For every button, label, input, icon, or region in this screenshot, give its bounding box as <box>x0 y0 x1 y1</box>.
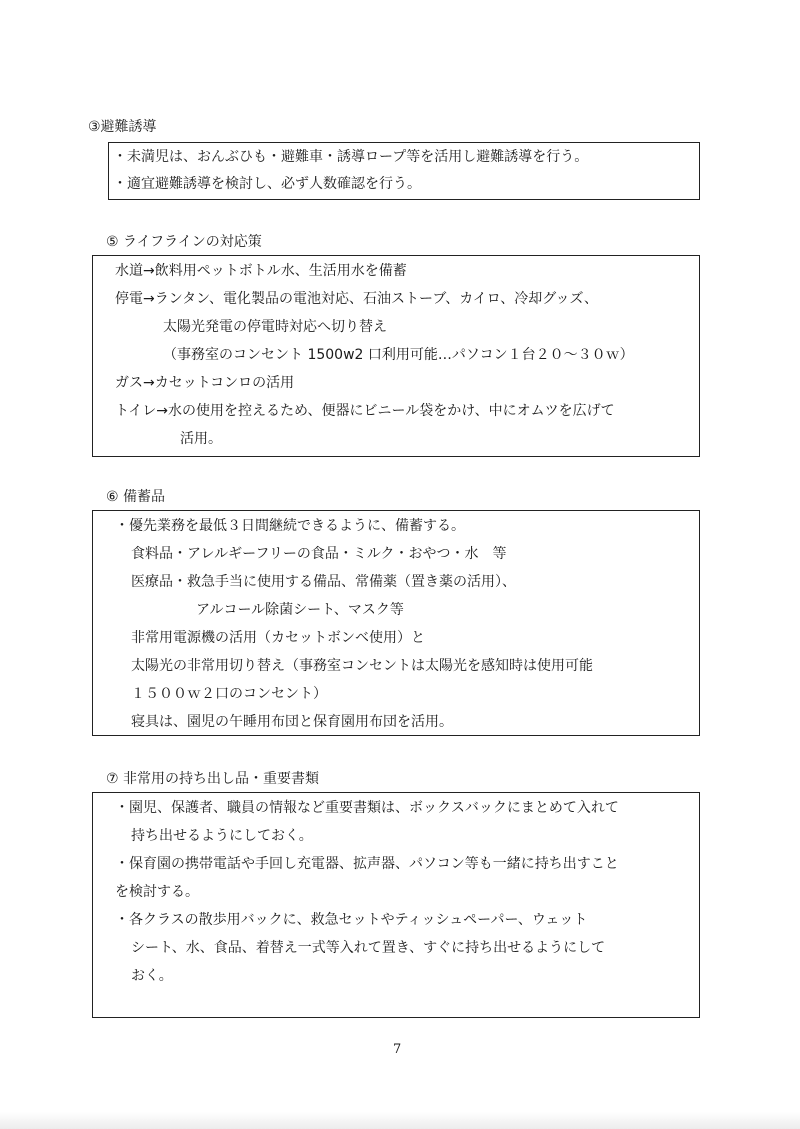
box-line: 寝具は、園児の午睡用布団と保育園用布団を活用。 <box>131 714 453 730</box>
box-line: 太陽光の非常用切り替え（事務室コンセントは太陽光を感知時は使用可能 <box>131 658 593 674</box>
section-heading-lifeline: ⑤ ライフラインの対応策 <box>106 234 262 250</box>
page-number: 7 <box>393 1042 402 1057</box>
box-line: 活用。 <box>180 431 222 447</box>
box-line: 太陽光発電の停電時対応へ切り替え <box>163 319 387 335</box>
box-line: 停電→ランタン、電化製品の電池対応、石油ストーブ、カイロ、冷却グッズ、 <box>115 291 598 307</box>
box-line: （事務室のコンセント 1500w2 口利用可能…パソコン１台２０～３０ｗ） <box>163 347 634 363</box>
box-line: シート、水、食品、着替え一式等入れて置き、すぐに持ち出せるようにして <box>131 940 606 956</box>
box-line: アルコール除菌シート、マスク等 <box>196 602 404 618</box>
box-line: おく。 <box>131 968 173 984</box>
box-line: 非常用電源機の活用（カセットボンベ使用）と <box>131 630 425 646</box>
box-line: ・未満児は、おんぶひも・避難車・誘導ロープ等を活用し避難誘導を行う。 <box>113 149 589 165</box>
scan-edge-shadow <box>0 1112 800 1129</box>
box-line: ・優先業務を最低３日間継続できるように、備蓄する。 <box>115 518 465 534</box>
box-line: 持ち出せるようにしておく。 <box>131 828 313 844</box>
box-line: ・各クラスの散歩用バックに、救急セットやティッシュペーパー、ウェット <box>115 912 588 928</box>
box-line: １５００ｗ２口のコンセント） <box>131 686 327 702</box>
box-line: 食料品・アレルギーフリーの食品・ミルク・おやつ・水 等 <box>131 546 507 562</box>
box-line: 医療品・救急手当に使用する備品、常備薬（置き薬の活用）、 <box>131 574 516 590</box>
box-line: ガス→カセットコンロの活用 <box>115 375 295 391</box>
section-heading-evacuation: ③避難誘導 <box>88 119 157 135</box>
box-line: を検討する。 <box>115 884 199 900</box>
box-line: 水道→飲料用ペットボトル水、生活用水を備蓄 <box>115 263 407 279</box>
box-line: トイレ→水の使用を控えるため、便器にビニール袋をかけ、中にオムツを広げて <box>115 403 615 419</box>
box-line: ・園児、保護者、職員の情報など重要書類は、ボックスバックにまとめて入れて <box>115 800 619 816</box>
box-line: ・保育園の携帯電話や手回し充電器、拡声器、パソコン等も一緒に持ち出すこと <box>115 856 619 872</box>
section-heading-stockpile: ⑥ 備蓄品 <box>106 489 166 505</box>
section-box-emergency-items <box>92 792 700 1018</box>
section-heading-emergency-items: ⑦ 非常用の持ち出し品・重要書類 <box>106 771 320 787</box>
box-line: ・適宜避難誘導を検討し、必ず人数確認を行う。 <box>113 176 421 192</box>
